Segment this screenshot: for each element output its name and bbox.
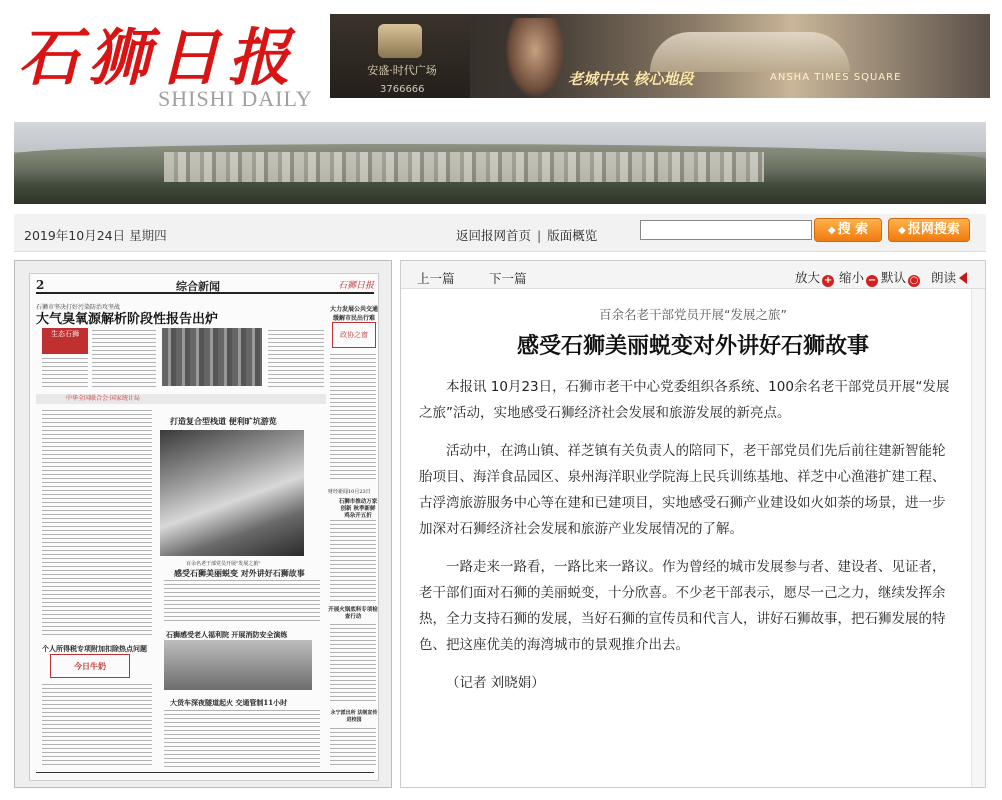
zoom-default-button[interactable] — [881, 268, 920, 287]
article-author: （记者 刘晓娟） — [446, 675, 545, 691]
ad-brand: 安盛·时代广场 — [367, 64, 437, 77]
thumb-text-block — [330, 354, 376, 482]
thumb-right-title-2[interactable]: 开展火锅底料专项检查行动 — [328, 607, 378, 620]
site-search-button-icon: ◆ — [898, 225, 906, 236]
thumb-section-name: 综合新闻 — [176, 280, 220, 293]
thumb-trail-title[interactable]: 打造复合型栈道 便利旷坑游览 — [170, 416, 277, 426]
thumb-text-block — [42, 358, 88, 390]
zoom-in-button[interactable] — [795, 268, 834, 287]
prev-article-link[interactable]: 上一篇 — [417, 271, 455, 286]
thumb-text-block — [268, 330, 324, 390]
ad-model-image — [505, 18, 565, 98]
article-title: 感受石狮美丽蜕变对外讲好石狮故事 — [516, 333, 869, 359]
thumb-fire-drill-title[interactable]: 石狮感受老人福利院 开展消防安全演练 — [166, 630, 288, 639]
masthead — [0, 0, 1002, 115]
thumb-ribbon-bar: 中华全国联合会·国家统计局 — [36, 394, 326, 404]
thumb-text-block — [92, 330, 156, 390]
thumb-text-block — [330, 624, 376, 704]
thumb-ad-box: 今日牛奶 — [50, 654, 130, 678]
issue-date: 2019年10月24日 星期四 — [24, 228, 167, 243]
home-link[interactable]: 返回报网首页 — [456, 228, 532, 243]
reset-icon: ○ — [909, 275, 919, 286]
next-article-link[interactable]: 下一篇 — [489, 271, 527, 286]
zoom-in-label: 放大 — [795, 270, 821, 285]
plus-icon: + — [823, 275, 833, 286]
speaker-icon — [959, 272, 967, 284]
thumb-text-block — [164, 710, 320, 768]
toolbar — [14, 214, 986, 252]
article-scrollbar[interactable] — [971, 289, 985, 787]
thumb-masthead: 石狮日报 — [337, 281, 374, 291]
thumb-page-header — [36, 278, 374, 294]
nav-separator: | — [537, 228, 542, 243]
article-paragraph: 活动中，在鸿山镇、祥芝镇有关负责人的陪同下，老干部党员们先后前往建新智能轮胎项目、海洋食品园区、泉州海洋职业学院海上民兵训练基地、祥芝中心渔港扩建工程、古浮湾旅游服务中心等在建和已建项目，实地感受石狮产业建设如火如荼的场景，进一步加深对石狮经济社会发展和旅游产业发展情况的了解。 — [419, 443, 946, 537]
search-button-icon: ◆ — [827, 225, 836, 236]
read-aloud-button[interactable] — [931, 268, 967, 286]
thumb-right-title-3[interactable]: 永宁派出所 法制宣传进校园 — [330, 710, 378, 723]
zoom-default-label: 默认 — [881, 270, 907, 285]
thumb-text-block — [330, 728, 376, 768]
article-kicker: 百余名老干部党员开展“发展之旅” — [599, 307, 787, 322]
site-search-button-label: 报网搜索 — [907, 222, 960, 237]
article-paragraph: 一路走来一路看，一路比来一路议。作为曾经的城市发展参与者、建设者、见证者，老干部们面对石狮的美丽蜕变，十分欣喜。不少老干部表示，愿尽一己之力，继续发挥余热，全力支持石狮的发展，当好石狮的宣传员和代言人，讲好石狮故事，把石狮发展的特色、把这座优美的海湾城市的景观推介出去。 — [419, 559, 946, 653]
ad-phone: 3766666 — [380, 84, 425, 95]
thumb-truck-fire-title[interactable]: 大货车深夜隧道起火 交通管制11小时 — [170, 698, 288, 707]
thumb-page-number: 2 — [36, 278, 45, 292]
city-panorama-image — [14, 122, 986, 204]
thumb-right-title-1[interactable]: 石狮市推动万家创新 秋季新鲜鸡杂开五折 — [338, 499, 378, 519]
ad-brand-panel — [330, 14, 470, 98]
thumb-right-note: 财经新闻10月23日 — [328, 489, 371, 495]
site-search-button[interactable] — [888, 218, 970, 242]
thumb-text-block — [42, 684, 152, 768]
minus-icon: − — [867, 275, 877, 286]
ad-slogan-en: ANSHA TIMES SQUARE — [770, 72, 902, 83]
thumb-headline-ozone[interactable]: 大气臭氧源解析阶段性报告出炉 — [36, 312, 219, 327]
thumb-photo-fire-drill — [164, 640, 312, 690]
thumb-photo-top — [162, 328, 262, 386]
thumb-caption-title[interactable]: 感受石狮美丽蜕变 对外讲好石狮故事 — [174, 568, 305, 578]
article-toolbar — [401, 261, 985, 289]
ad-slogan: 老城中央 核心地段 — [568, 70, 694, 88]
page-thumbnail[interactable] — [29, 273, 379, 781]
thumb-text-block — [330, 520, 376, 604]
search-button-label: 搜 索 — [837, 222, 869, 237]
thumb-tax-title[interactable]: 个人所得税专项附加扣除热点问题 — [42, 644, 147, 653]
zoom-out-label: 缩小 — [839, 270, 865, 285]
ad-building-image — [650, 32, 850, 72]
shishi-daily-logo[interactable] — [18, 8, 318, 111]
thumb-photo-trail — [160, 430, 304, 556]
overview-link[interactable]: 版面概览 — [547, 228, 598, 243]
search-button[interactable] — [814, 218, 882, 242]
article-paragraph: 本报讯 10月23日，石狮市老干中心党委组织各系统、100余名老干部党员开展“发展之旅”活动，实地感受石狮经济社会发展和旅游发展的新亮点。 — [419, 379, 950, 421]
logo-english-text: SHISHI DAILY — [158, 86, 313, 111]
thumb-text-block — [42, 410, 152, 638]
logo-chinese-text: 石狮日报 — [18, 21, 299, 94]
ad-emblem-icon — [378, 24, 422, 58]
thumb-text-block — [164, 580, 320, 624]
thumb-kicker: 石狮市坚决打好污染防治攻坚战 — [36, 304, 121, 311]
article-body — [419, 374, 953, 708]
read-aloud-label: 朗读 — [931, 270, 957, 285]
thumb-side-title-transit[interactable]: 大力发展公共交通 缓解市民出行难 — [330, 306, 379, 322]
nav-links — [456, 226, 597, 244]
page-thumbnail-frame — [14, 260, 392, 788]
zoom-out-button[interactable] — [839, 268, 878, 287]
thumb-caption-kicker: 百余名老干部党员开展"发展之旅" — [186, 561, 261, 567]
thumb-footer-rule — [36, 772, 374, 776]
thumb-cppcc-box: 政协之窗 — [332, 322, 376, 348]
ad-banner[interactable] — [330, 14, 990, 98]
panorama-foreground — [14, 182, 986, 204]
thumb-eco-logo: 生态石狮 — [42, 328, 88, 354]
search-input[interactable] — [640, 220, 812, 240]
article-panel — [400, 260, 986, 788]
